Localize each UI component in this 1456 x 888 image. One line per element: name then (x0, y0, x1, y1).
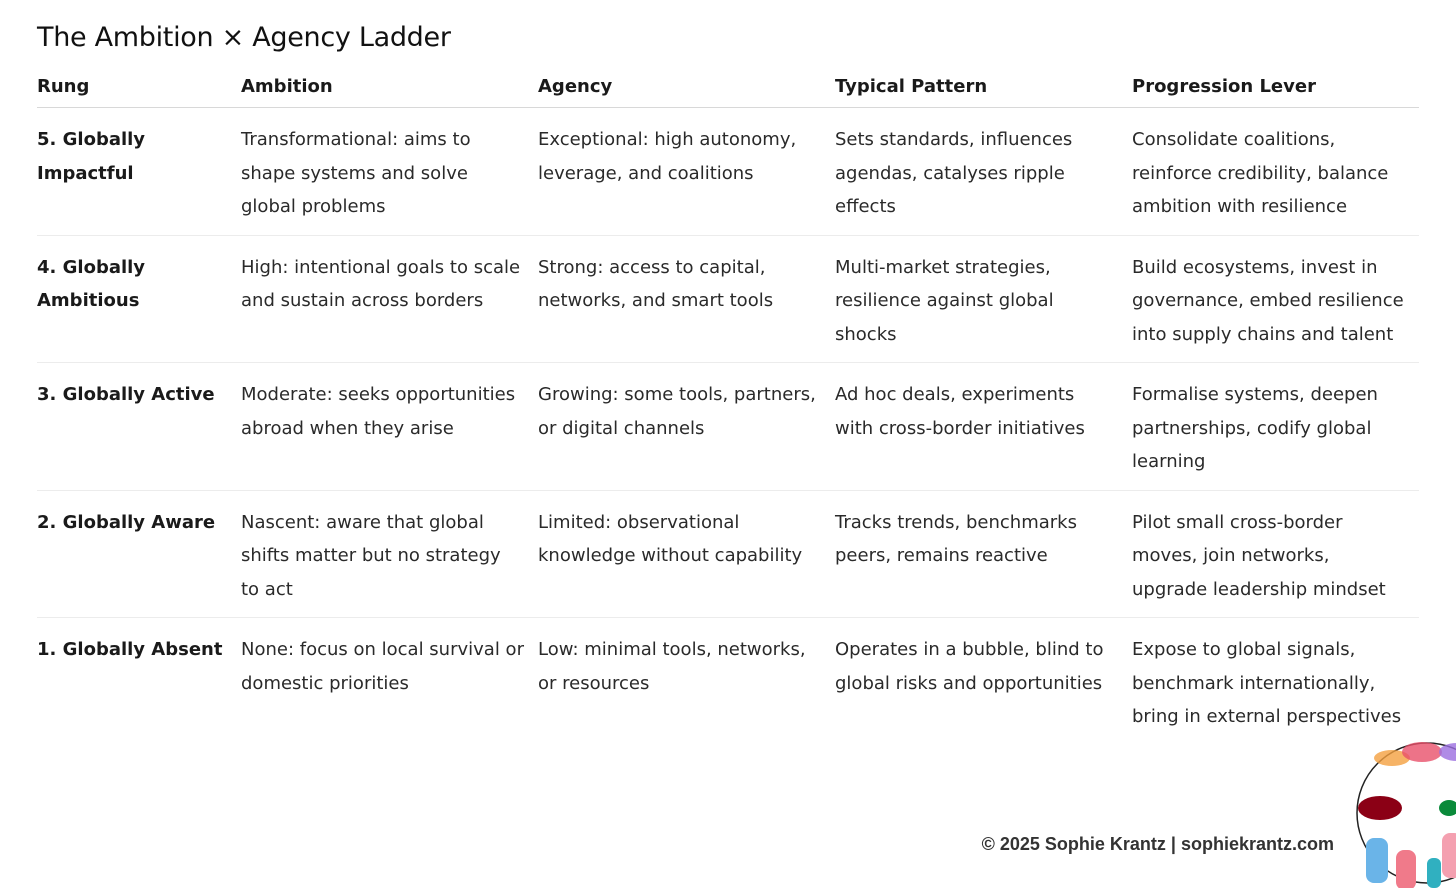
pattern-cell: Multi-market strategies, resilience against global shocks (835, 235, 1132, 363)
rung-cell: 1. Globally Absent (37, 639, 223, 660)
lever-cell: Formalise systems, deepen partnerships, codify global learning (1132, 363, 1419, 491)
rung-cell: 4. Globally Ambitious (37, 235, 241, 363)
column-header-rung: Rung (37, 70, 241, 108)
table-row (37, 235, 1419, 363)
column-header-lever: Progression Lever (1132, 70, 1419, 108)
pattern-cell: Sets standards, influences agendas, catalyses ripple effects (835, 108, 1132, 236)
page-title: The Ambition × Agency Ladder (37, 22, 451, 53)
agency-cell: Strong: access to capital, networks, and smart tools (538, 235, 835, 363)
agency-cell: Growing: some tools, partners, or digital channels (538, 363, 835, 491)
table-row (37, 363, 1419, 491)
column-header-ambition: Ambition (241, 70, 538, 108)
lever-cell: Build ecosystems, invest in governance, embed resilience into supply chains and talent (1132, 235, 1419, 363)
column-header-agency: Agency (538, 70, 835, 108)
rung-cell: 5. Globally Impactful (37, 108, 241, 236)
table-row (37, 490, 1419, 618)
rung-cell: 3. Globally Active (37, 363, 241, 491)
lever-cell: Consolidate coalitions, reinforce credibility, balance ambition with resilience (1132, 108, 1419, 236)
pattern-cell: Tracks trends, benchmarks peers, remains reactive (835, 490, 1132, 618)
ambition-cell: Moderate: seeks opportunities abroad when they arise (241, 363, 538, 491)
pattern-cell: Operates in a bubble, blind to global risks and opportunities (835, 639, 1104, 694)
ambition-cell: Transformational: aims to shape systems and solve global problems (241, 108, 538, 236)
column-header-pattern: Typical Pattern (835, 70, 1132, 108)
agency-cell: Exceptional: high autonomy, leverage, and coalitions (538, 108, 835, 236)
agency-cell: Low: minimal tools, networks, or resources (538, 639, 806, 694)
pattern-cell: Ad hoc deals, experiments with cross-border initiatives (835, 363, 1132, 491)
rung-cell: 2. Globally Aware (37, 490, 241, 618)
globe-logo-icon (1352, 738, 1456, 888)
ladder-table (37, 70, 1419, 745)
table-row (37, 108, 1419, 236)
ambition-cell: None: focus on local survival or domestic priorities (241, 639, 524, 694)
copyright-footer: © 2025 Sophie Krantz | sophiekrantz.com (981, 834, 1334, 854)
lever-cell: Expose to global signals, benchmark internationally, bring in external perspectives (1132, 639, 1402, 727)
lever-cell: Pilot small cross-border moves, join networks, upgrade leadership mindset (1132, 490, 1419, 618)
ambition-cell: High: intentional goals to scale and sustain across borders (241, 235, 538, 363)
ambition-cell: Nascent: aware that global shifts matter but no strategy to act (241, 490, 538, 618)
agency-cell: Limited: observational knowledge without capability (538, 490, 835, 618)
table-row (37, 618, 1419, 745)
table-header-row (37, 70, 1419, 108)
